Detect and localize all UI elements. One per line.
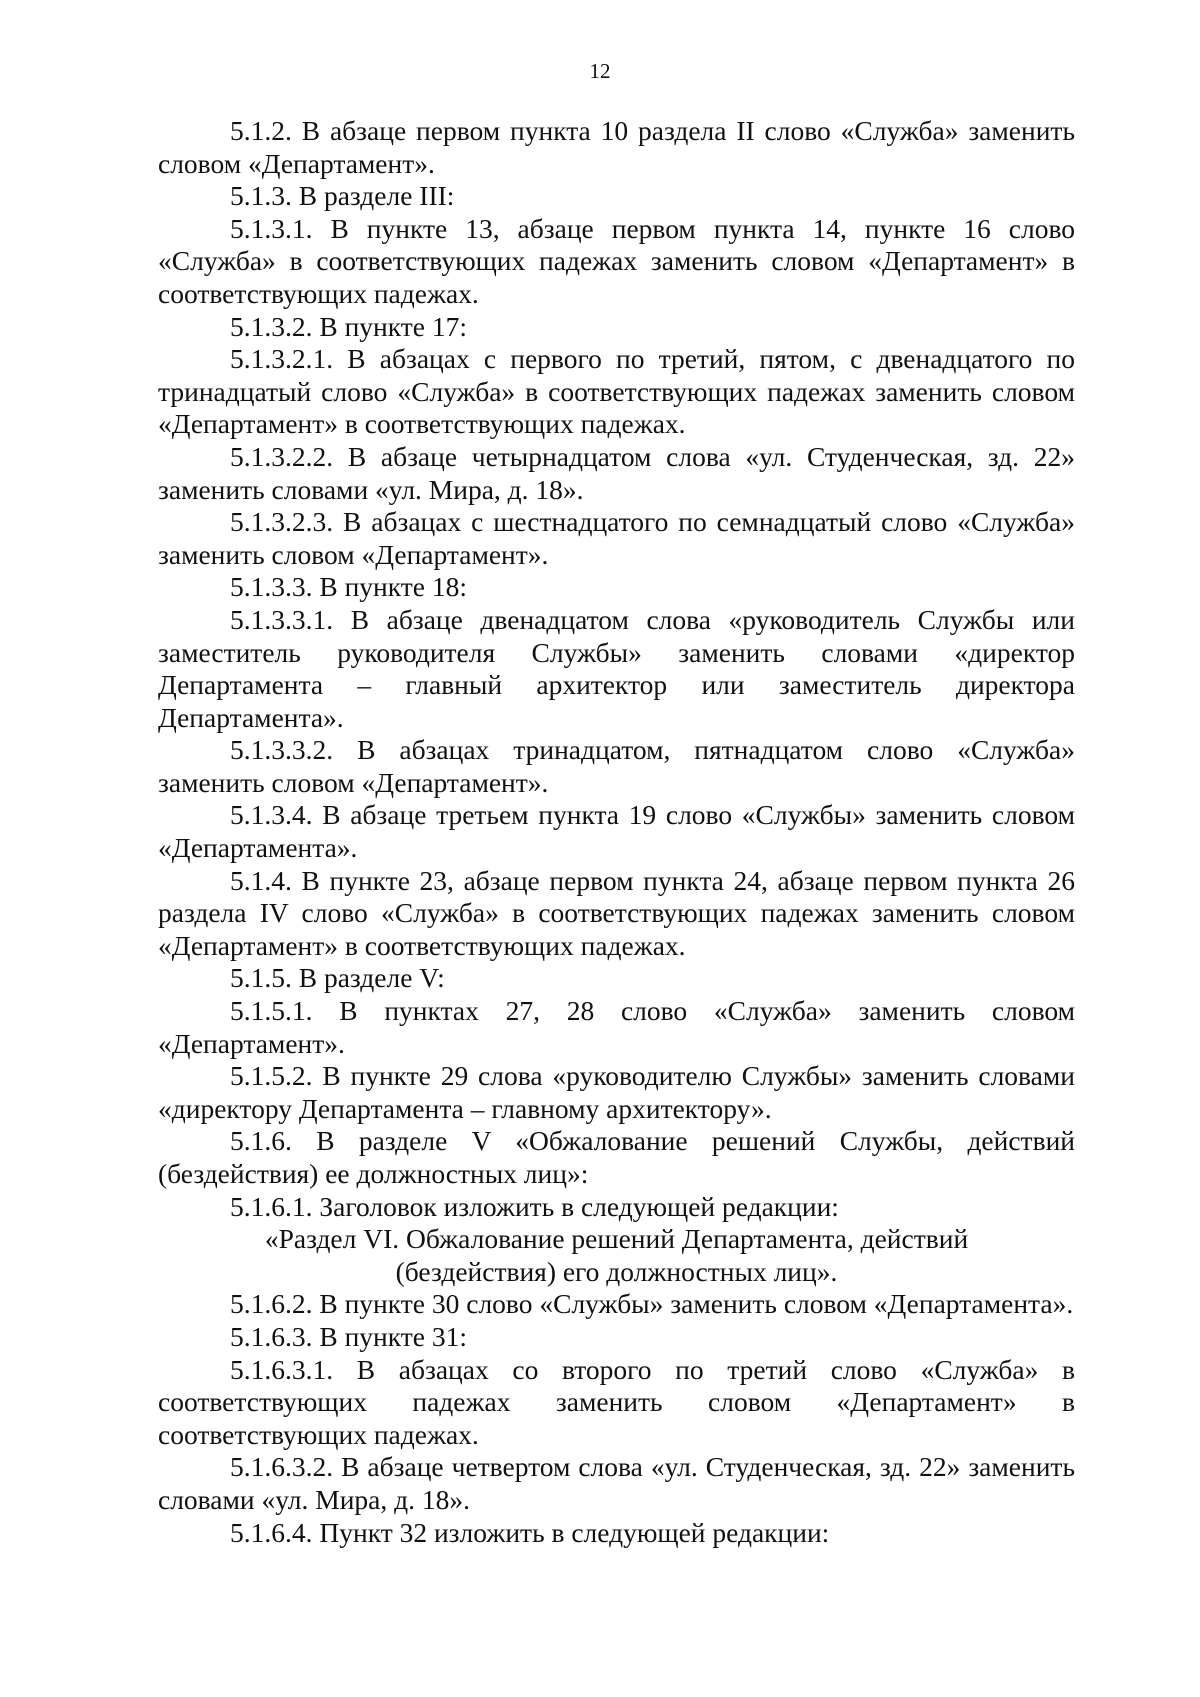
paragraph-5-1-3-1: 5.1.3.1. В пункте 13, абзаце первом пункта 14, пункте 16 слово «Служба» в соответствующих падежах заменить словом «Департамент» в соответствующих падежах. [158, 212, 1075, 309]
paragraph-5-1-6-2: 5.1.6.2. В пункте 30 слово «Службы» заменить словом «Департамента». [230, 1288, 1074, 1320]
paragraph-5-1-6-3: 5.1.6.3. В пункте 31: [230, 1320, 468, 1352]
paragraph-5-1-3: 5.1.3. В разделе III: [230, 180, 455, 212]
paragraph-5-1-3-2-1: 5.1.3.2.1. В абзацах с первого по третий, пятом, с двенадцатого по тринадцатый слово «Служба» в соответствующих падежах заменить словом «Департамент» в соответствующих падежах. [158, 343, 1075, 440]
paragraph-5-1-3-4: 5.1.3.4. В абзаце третьем пункта 19 слово «Службы» заменить словом «Департамента». [158, 799, 1075, 864]
document-body [158, 115, 1075, 1549]
paragraph-5-1-6-4: 5.1.6.4. Пункт 32 изложить в следующей редакции: [230, 1516, 830, 1548]
paragraph-5-1-3-2: 5.1.3.2. В пункте 17: [230, 310, 468, 342]
paragraph-5-1-6-3-2: 5.1.6.3.2. В абзаце четвертом слова «ул. Студенческая, зд. 22» заменить словами «ул. Мира, д. 18». [158, 1451, 1075, 1515]
quoted-heading-line-1: «Раздел VI. Обжалование решений Департамента, действий [264, 1223, 969, 1255]
quoted-section-heading [158, 1223, 1075, 1288]
paragraph-5-1-3-2-3: 5.1.3.2.3. В абзацах с шестнадцатого по семнадцатый слово «Служба» заменить словом «Департамент». [158, 506, 1075, 570]
page-number: 12 [589, 59, 611, 83]
paragraph-5-1-6-3-1: 5.1.6.3.1. В абзацах со второго по третий слово «Служба» в соответствующих падежах заменить словом «Департамент» в соответствующих падежах. [158, 1353, 1075, 1450]
paragraph-5-1-3-3-1: 5.1.3.3.1. В абзаце двенадцатом слова «руководитель Службы или заместитель руководителя Службы» заменить словами «директор Департамента – главный архитектор или заместитель директора Департамента». [158, 603, 1075, 733]
quoted-heading-line-2: (бездействия) его должностных лиц». [395, 1255, 838, 1287]
paragraph-5-1-5-2: 5.1.5.2. В пункте 29 слова «руководителю Службы» заменить словами «директору Департамента – главному архитектору». [158, 1060, 1075, 1124]
paragraph-5-1-3-3-2: 5.1.3.3.2. В абзацах тринадцатом, пятнадцатом слово «Служба» заменить словом «Департамент». [158, 734, 1075, 798]
paragraph-5-1-5-1: 5.1.5.1. В пунктах 27, 28 слово «Служба» заменить словом «Департамент». [158, 995, 1075, 1059]
paragraph-5-1-3-2-2: 5.1.3.2.2. В абзаце четырнадцатом слова «ул. Студенческая, зд. 22» заменить словами «ул. Мира, д. 18». [158, 440, 1075, 505]
paragraph-5-1-6-1: 5.1.6.1. Заголовок изложить в следующей редакции: [230, 1190, 839, 1222]
paragraph-5-1-6: 5.1.6. В разделе V «Обжалование решений Службы, действий (бездействия) ее должностных лиц»: [158, 1125, 1075, 1189]
paragraph-5-1-3-3: 5.1.3.3. В пункте 18: [230, 571, 468, 603]
paragraph-5-1-4: 5.1.4. В пункте 23, абзаце первом пункта 24, абзаце первом пункта 26 раздела IV слово «Служба» в соответствующих падежах заменить словом «Департамент» в соответствующих падежах. [158, 864, 1075, 961]
paragraph-5-1-5: 5.1.5. В разделе V: [230, 962, 445, 994]
paragraph-5-1-2: 5.1.2. В абзаце первом пункта 10 раздела II слово «Служба» заменить словом «Департамент». [158, 115, 1075, 179]
